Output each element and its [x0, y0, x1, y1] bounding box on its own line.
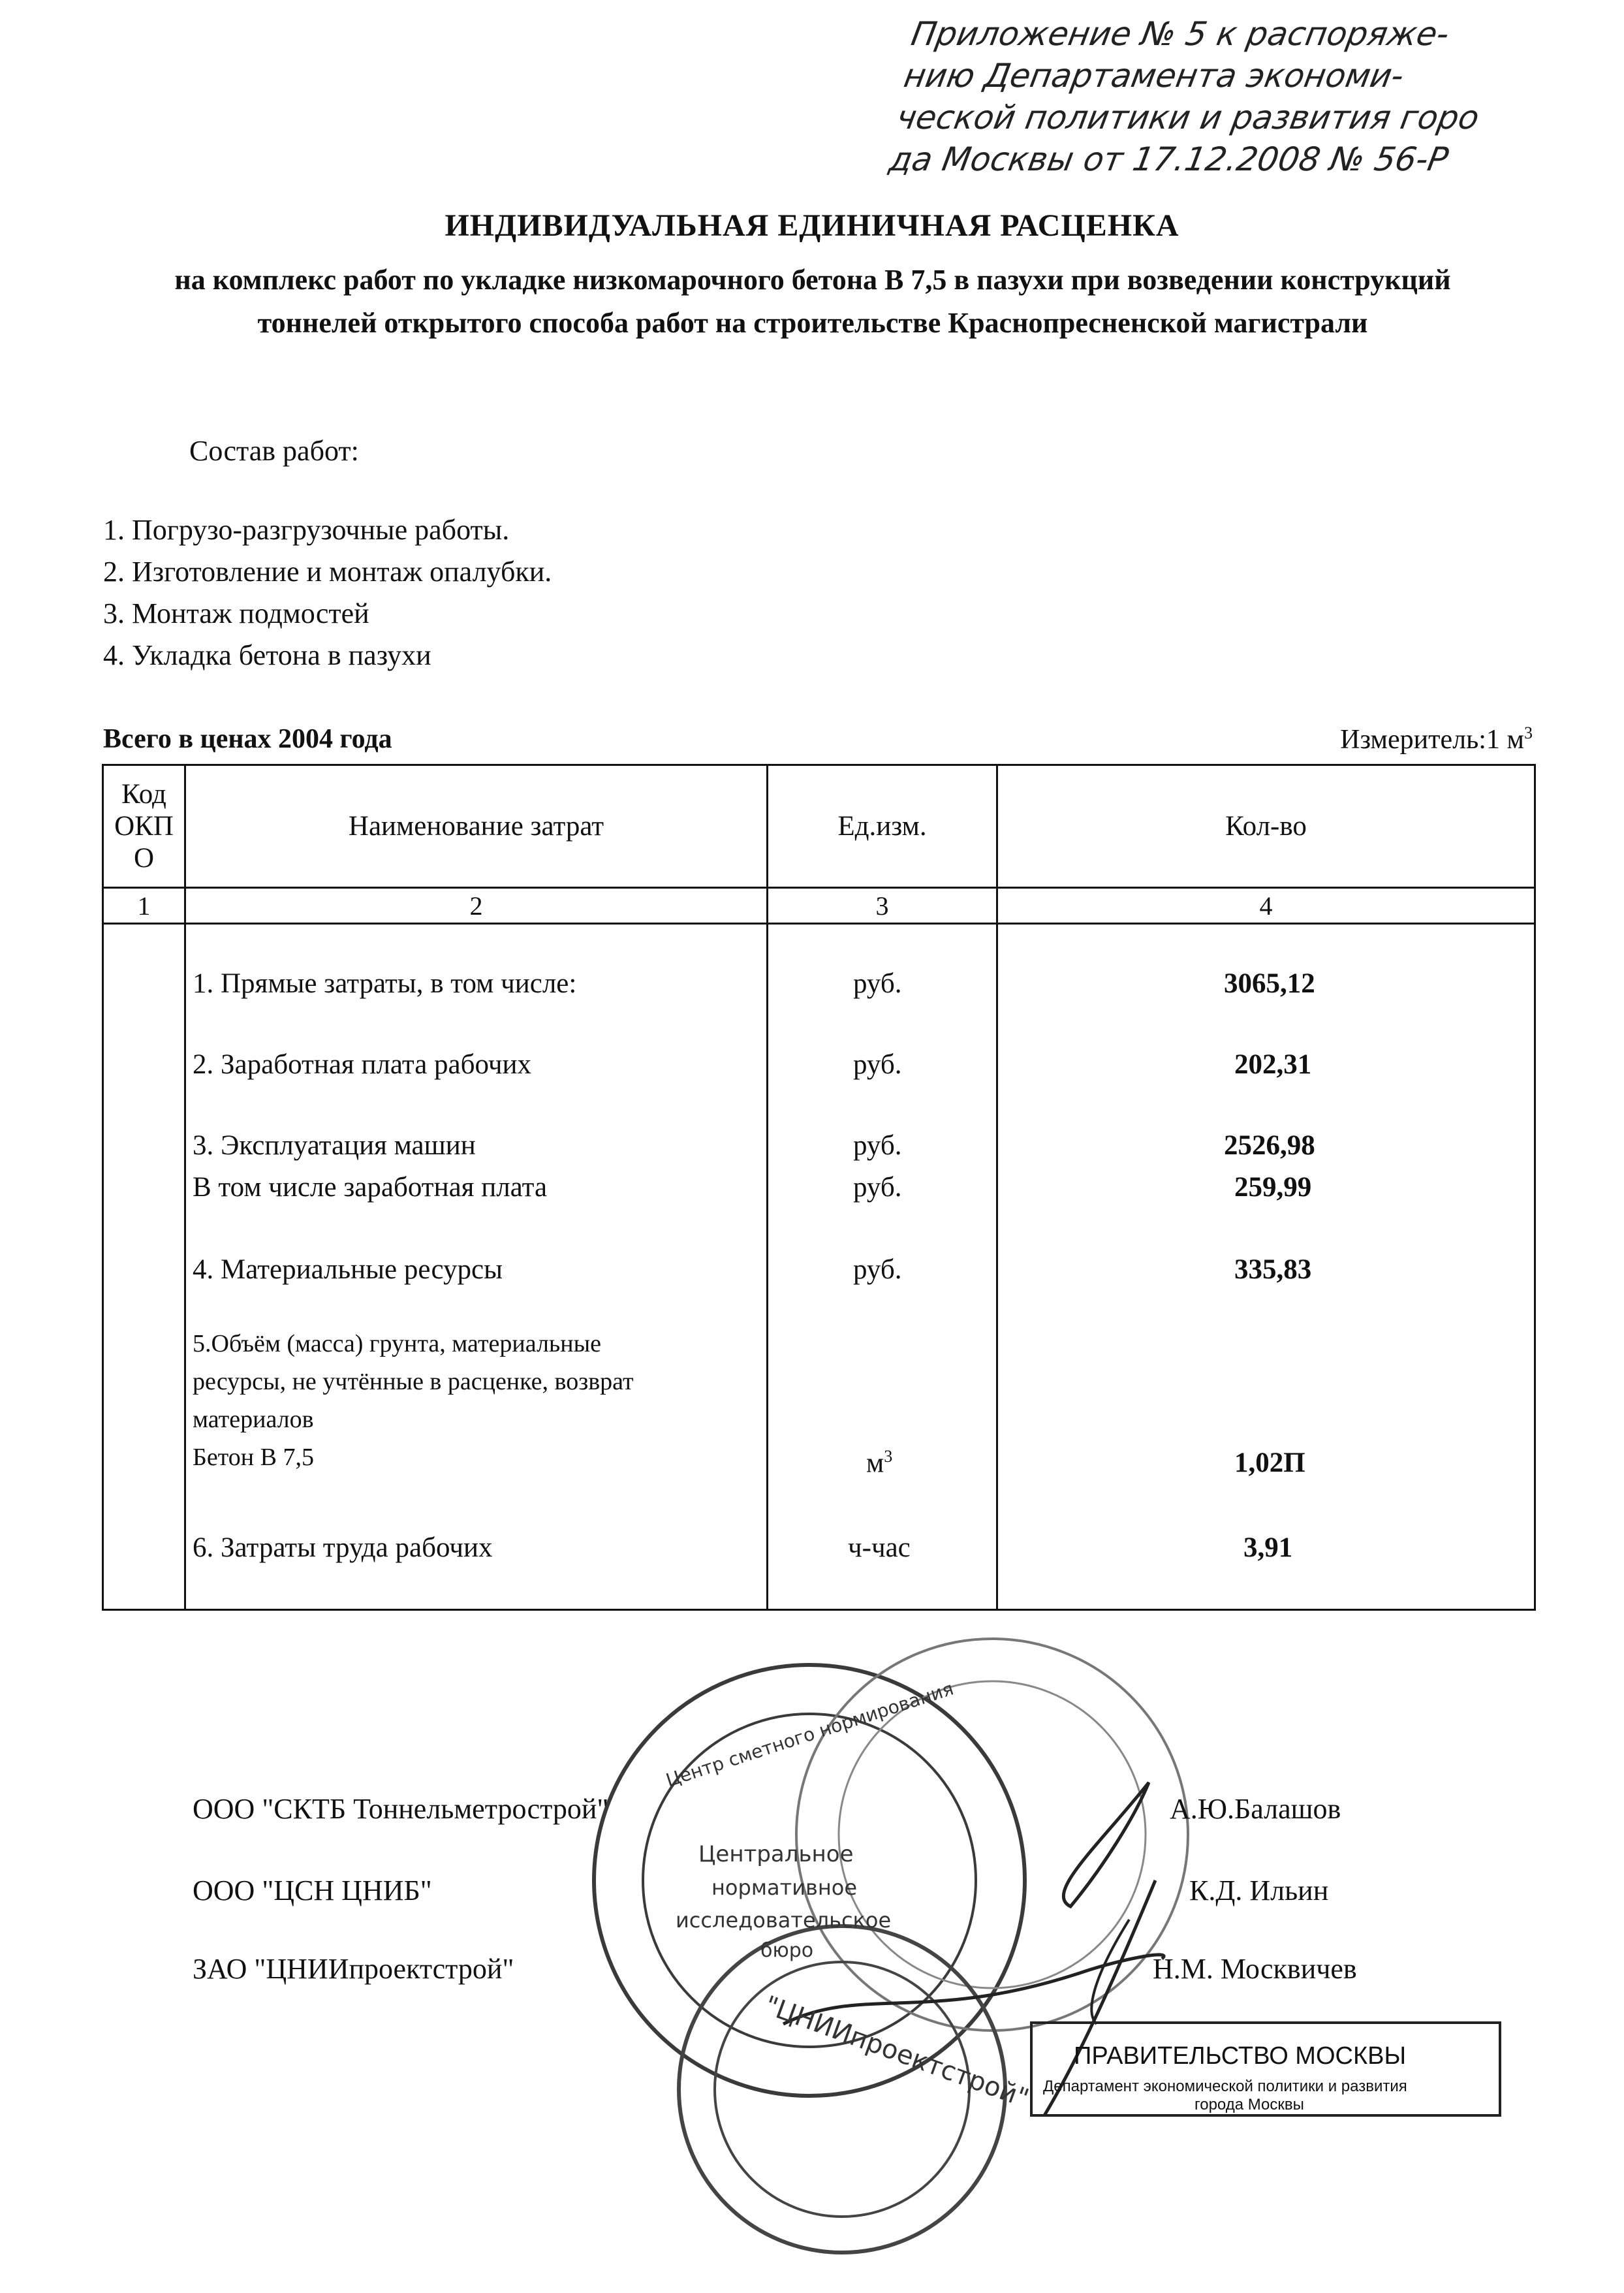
stamp-cnii-text: "ЦНИИпроектстрой" — [760, 1990, 1033, 2114]
signature-org: ООО "ЦСН ЦНИБ" — [193, 1874, 432, 1906]
government-stamp-subtitle: города Москвы — [1195, 2096, 1304, 2113]
row-name: 2. Заработная плата рабочих — [193, 1049, 532, 1080]
government-stamp-title: ПРАВИТЕЛЬСТВО МОСКВЫ — [1074, 2042, 1407, 2070]
header-name: Наименование затрат — [185, 765, 768, 888]
row-name: 5.Объём (масса) грунта, материальные — [193, 1330, 601, 1357]
row-unit: руб. — [853, 1130, 902, 1161]
column-number: 1 — [103, 888, 185, 924]
row-name: В том числе заработная плата — [193, 1172, 548, 1203]
unit-sup: 3 — [884, 1447, 893, 1466]
signature-name: Н.М. Москвичев — [1153, 1953, 1357, 1985]
row-unit — [866, 1447, 892, 1479]
unit-text: м — [866, 1447, 884, 1479]
row-qty: 202,31 — [1234, 1049, 1312, 1080]
annotation-line: ческой политики и развития горо — [894, 99, 1482, 136]
annotation-line: Приложение № 5 к распоряже- — [908, 15, 1452, 53]
row-qty: 1,02П — [1234, 1447, 1305, 1478]
header-code-line: О — [133, 843, 155, 874]
stamp-text: исследовательское — [676, 1908, 892, 1933]
measure-label — [1340, 723, 1533, 755]
row-unit: руб. — [853, 1254, 902, 1285]
name-cell — [185, 924, 768, 1610]
row-qty: 3,91 — [1243, 1532, 1293, 1563]
row-qty: 2526,98 — [1224, 1130, 1315, 1161]
signature-name: К.Д. Ильин — [1189, 1874, 1329, 1906]
row-name: 1. Прямые затраты, в том числе: — [193, 968, 577, 999]
work-list — [103, 509, 552, 676]
column-number: 2 — [185, 888, 768, 924]
stamp-text: бюро — [760, 1939, 814, 1962]
government-stamp-subtitle: Департамент экономической политики и развития — [1043, 2078, 1407, 2095]
stamp-ring-text: Центр сметного нормирования — [663, 1677, 956, 1792]
code-cell — [103, 924, 185, 1610]
measure-text: Измеритель:1 м — [1340, 725, 1524, 755]
work-item: 4. Укладка бетона в пазухи — [103, 639, 431, 671]
row-qty: 335,83 — [1234, 1254, 1312, 1285]
header-code-line: Код — [121, 779, 166, 810]
table-header-row — [103, 765, 1535, 888]
work-item: 3. Монтаж подмостей — [103, 597, 369, 629]
signature-name: А.Ю.Балашов — [1170, 1793, 1341, 1825]
row-name: материалов — [193, 1406, 314, 1433]
row-name: 6. Затраты труда рабочих — [193, 1532, 493, 1563]
row-unit: руб. — [853, 968, 902, 999]
row-unit: руб. — [853, 1049, 902, 1080]
row-qty: 259,99 — [1234, 1172, 1312, 1203]
header-unit: Ед.изм. — [768, 765, 997, 888]
composition-heading: Состав работ: — [189, 435, 359, 467]
column-number: 4 — [997, 888, 1535, 924]
stamp-text: нормативное — [711, 1875, 858, 1900]
row-name: Бетон В 7,5 — [193, 1444, 314, 1471]
prices-label: Всего в ценах 2004 года — [103, 724, 392, 754]
row-name: ресурсы, не учтённые в расценке, возврат — [193, 1368, 634, 1395]
handwritten-annotation — [886, 13, 1620, 180]
header-code-line: ОКП — [114, 811, 174, 842]
stamp-secondary-ring — [796, 1639, 1188, 2031]
column-number: 3 — [768, 888, 997, 924]
signature-org: ЗАО "ЦНИИпроектстрой" — [193, 1953, 514, 1985]
document-subtitle: на комплекс работ по укладке низкомарочного бетона В 7,5 в пазухи при возведении конструкций тоннелей открытого способа работ на строительстве Краснопресненской магистрали — [174, 264, 1451, 339]
table-body-row — [103, 924, 1535, 1610]
annotation-line: нию Департамента экономи- — [901, 57, 1407, 95]
qty-cell — [997, 924, 1535, 1610]
row-unit: руб. — [853, 1172, 902, 1203]
header-code — [103, 765, 185, 888]
row-name: 4. Материальные ресурсы — [193, 1254, 503, 1285]
row-name: 3. Эксплуатация машин — [193, 1130, 476, 1161]
signature-org: ООО "СКТБ Тоннельметрострой" — [193, 1793, 609, 1825]
signature-scribble — [1091, 1920, 1129, 2024]
row-qty: 3065,12 — [1224, 968, 1315, 999]
document-title: ИНДИВИДУАЛЬНАЯ ЕДИНИЧНАЯ РАСЦЕНКА — [445, 208, 1179, 243]
stamp-text: Центральное — [698, 1841, 854, 1867]
row-unit: ч-час — [848, 1532, 911, 1563]
column-number-row — [103, 888, 1535, 924]
header-qty: Кол-во — [997, 765, 1535, 888]
measure-sup: 3 — [1524, 723, 1533, 742]
work-item: 2. Изготовление и монтаж опалубки. — [103, 556, 552, 588]
work-item: 1. Погрузо-разгрузочные работы. — [103, 514, 510, 546]
unit-cell — [768, 924, 997, 1610]
cost-table — [102, 764, 1536, 1611]
stamp-secondary-inner — [839, 1681, 1146, 1988]
annotation-line: да Москвы от 17.12.2008 № 56-Р — [886, 140, 1452, 178]
